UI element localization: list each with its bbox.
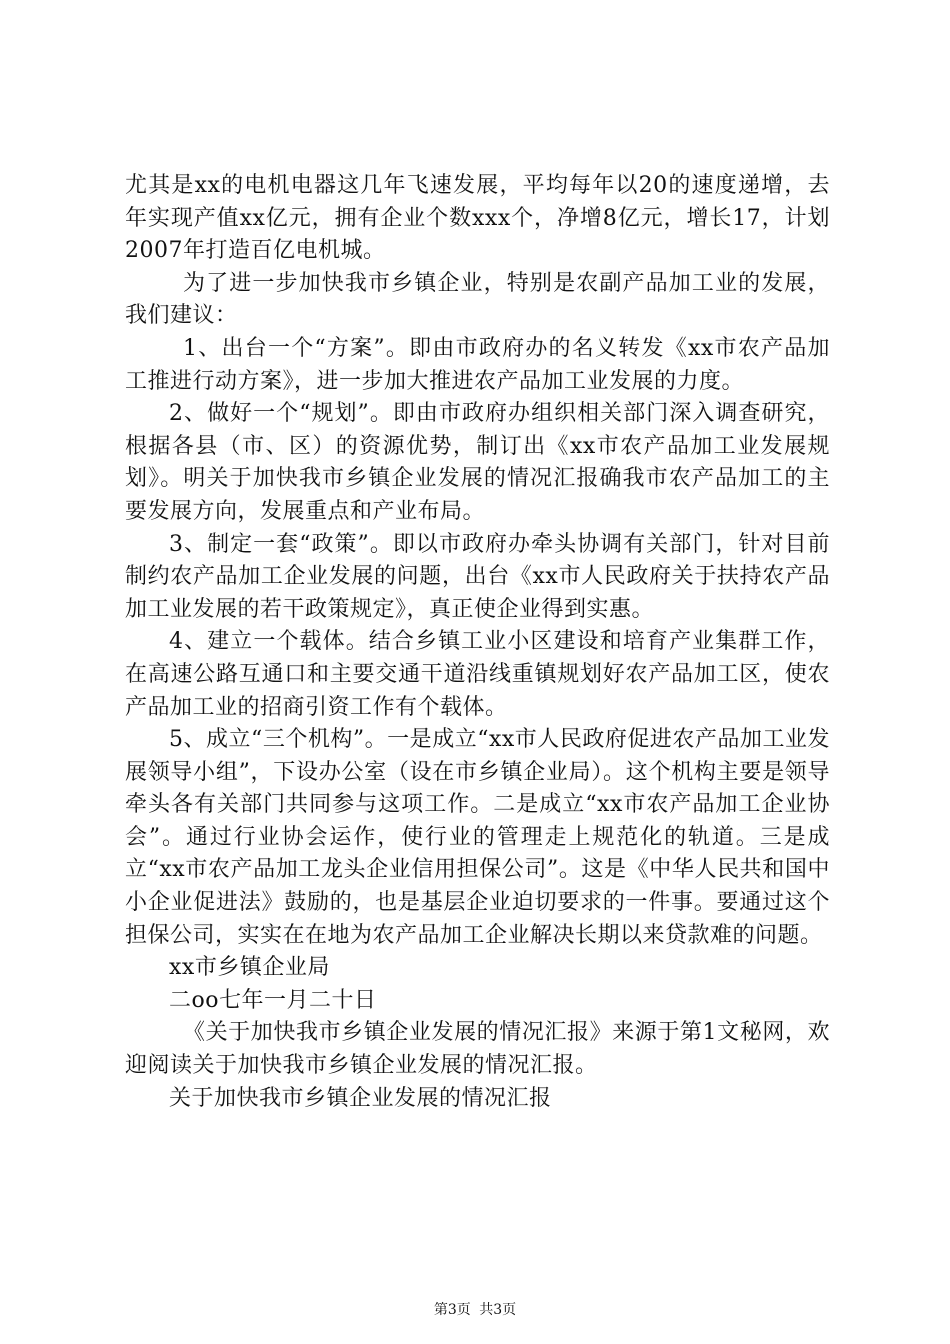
page-total: 共3页: [479, 1302, 517, 1318]
document-body: [125, 170, 830, 1115]
signature-date: 二oo七年一月二十日: [169, 987, 377, 1013]
paragraph-item-3: 3、制定一套“政策”。即以市政府办牵头协调有关部门，针对目前制约农产品加工企业发展的问题，出台《xx市人民政府关于扶持农产品加工业发展的若干政策规定》，真正使企业得到实惠。: [125, 531, 830, 622]
paragraph-continued: 尤其是xx的电机电器这几年飞速发展，平均每年以20的速度递增，去年实现产值xx亿元，拥有企业个数xxx个，净增8亿元，增长17，计划2007年打造百亿电机城。: [125, 173, 830, 264]
paragraph-item-5: 5、成立“三个机构”。一是成立“xx市人民政府促进农产品加工业发展领导小组”，下设办公室（设在市乡镇企业局）。这个机构主要是领导牵头各有关部门共同参与这项工作。二是成立“xx市农产品加工企业协会”。通过行业协会运作，使行业的管理走上规范化的轨道。三是成立“xx市农产品加工龙头企业信用担保公司”。这是《中华人民共和国中小企业促进法》鼓励的，也是基层企业迫切要求的一件事。要通过这个担保公司，实实在在地为农产品加工企业解决长期以来贷款难的问题。: [125, 727, 830, 948]
paragraph-item-2: 2、做好一个“规划”。即由市政府办组织相关部门深入调查研究，根据各县（市、区）的资源优势，制订出《xx市农产品加工业发展规划》。明关于加快我市乡镇企业发展的情况汇报确我市农产品加工的主要发展方向，发展重点和产业布局。: [125, 401, 830, 524]
closing-title: 关于加快我市乡镇企业发展的情况汇报: [169, 1085, 552, 1111]
paragraph-item-4: 4、建立一个载体。结合乡镇工业小区建设和培育产业集群工作，在高速公路互通口和主要交通干道沿线重镇规划好农产品加工区，使农产品加工业的招商引资工作有个载体。: [125, 629, 830, 720]
source-note: 《关于加快我市乡镇企业发展的情况汇报》来源于第1文秘网，欢迎阅读关于加快我市乡镇企业发展的情况汇报。: [125, 1020, 830, 1079]
signature-org: xx市乡镇企业局: [169, 955, 330, 981]
paragraph-item-1: 1、出台一个“方案”。即由市政府办的名义转发《xx市农产品加工推进行动方案》，进一步加大推进农产品加工业发展的力度。: [125, 335, 830, 394]
paragraph-proposal-intro: 为了进一步加快我市乡镇企业，特别是农副产品加工业的发展，我们建议：: [125, 270, 830, 329]
page-footer: [0, 1299, 950, 1319]
page-number: 第3页: [433, 1302, 471, 1318]
